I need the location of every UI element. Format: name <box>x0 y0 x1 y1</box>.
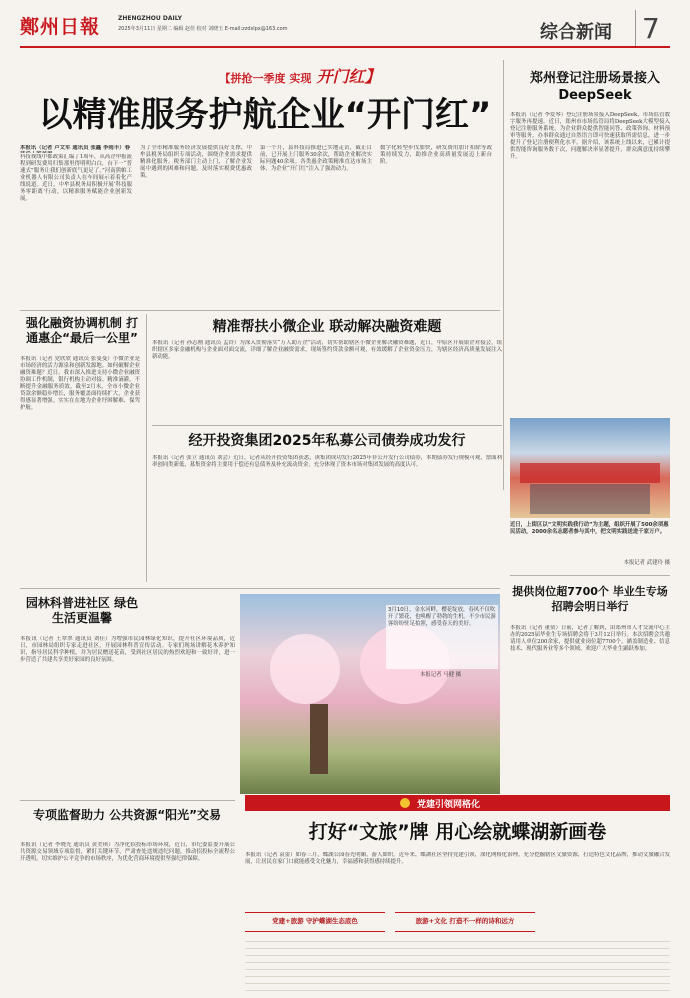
lead-byline: 本报讯（记者 卢文军 通讯员 张鑫 李雨丰）春 <box>20 145 130 151</box>
party-subhead-2: 旅游+文化 打造不一样的诗和远方 <box>415 917 515 925</box>
smb-text: 本报讯（记者 孙志刚 通讯员 孟铃）为深入贯彻落实“万人助万企”活动，切实帮助辖区小微企业解决融资难题，近日，中原区开展银企对接会，组织辖区多家金融机构与企业面对面交流，详细了解企业融资需求，现场签约贷款金额可观，有效缓解了企业资金压力，为辖区经济高质量发展注入新动能。 <box>152 340 502 360</box>
spring-photo-credit: 本报记者 马健 摄 <box>420 672 462 678</box>
kicker-left: 【拼抢一季度 实现 <box>219 72 312 85</box>
job-fair-headline: 提供岗位超7700个 毕业生专场招聘会明日举行 <box>512 585 668 613</box>
finance-headline: 强化融资协调机制 打通惠企“最后一公里” <box>25 316 139 345</box>
garden-text: 本报讯（记者 王翠翠 通讯员 刘佳）为增强市民园林绿化知识，提升社区环境品质，近日，市园林局组织专家走进社区，开展园林科普宣传活动。专家们现场讲解花木养护知识，指导居民科学种植，并为居民赠送花苗，受到社区居民的热烈欢迎和一致好评，进一步营造了共建共享美好家园的良好氛围。 <box>20 636 235 663</box>
party-banner: 党建引领网格化 <box>417 800 481 810</box>
paper-name-en: ZHENGZHOU DAILY <box>118 15 182 22</box>
party-subhead-1: 党建+旅游 守护蝶湖生态底色 <box>272 917 358 925</box>
lead-kicker <box>140 64 460 86</box>
right-photo-caption: 近日，上街区以“文明实践我行动”为主题，组织开展了500余项惠民活动，2000余名志愿者参与其中，把文明实践送进千家万户。 <box>510 522 669 535</box>
bond-headline: 经开投资集团2025年私募公司债券成功发行 <box>188 433 466 449</box>
supervision-text: 本报讯（记者 李晓光 通讯员 黄美琪）为净化招投标市场环境，近日，市纪委监委开展公共资源交易领域专项监督，紧盯关键环节，严肃查处违规违纪问题，推动招投标全流程公开透明，切实维护公平竞争的市场秩序，为优化营商环境提供坚强纪律保障。 <box>20 842 235 862</box>
lead-headline: 以精准服务护航企业“开门红” <box>38 95 492 135</box>
lead-col-1: 科技视线中都政策汇编了1周年，从高企申报流程到研发费用归集那里得明明白白，台下一“普速式”服务让我们创新底气更足了。”河南熊帕工业机器人有限公司负责人在车间展示着着化产线说道。近日，中牟县税务局积极开展‘科技服务零距离’行动，以精准服务赋能企业创新发展。 <box>20 154 132 202</box>
party-text: 本报讯（记者 袁蕾）如春三月，蝶湖公园春光明媚，游人如织。近年来，蝶湖社区坚持党建引领，深化网格化治理，充分挖掘辖区文旅资源，打造特色文化品牌，推动文旅融合发展，让居民在家门口就能感受文化魅力，幸福感和获得感持续提升。 <box>245 852 670 865</box>
bond-text: 本报讯（记者 张立 通讯员 刘会）近日，记者从经开投资集团获悉，该集团成功发行2025年非公开发行公司债券，本期债券发行规模可观，票面利率创同类新低，募集资金将主要用于偿还有息债务及补充流动资金，充分体现了资本市场对集团发展的高度认可。 <box>152 455 502 468</box>
culture-activity-photo <box>510 418 670 518</box>
supervision-headline: 专项监督助力 公共资源“阳光”交易 <box>33 808 221 822</box>
right-text: 本报讯（记者 李爱琴）登记注册场景接入DeepSeek，市场监管数字服务再提速。近日，郑州市市场监管局将DeepSeek大模型接入登记注册服务系统，为企业群众提供智能问答、政策咨询、材料预审等服务，办事群众通过自然语言即可快速获取所需信息，进一步提升了登记注册便利化水平。据介绍，该系统上线以来，已累计提供智能咨询服务数千次，问题解决率显著提升，群众满意度持续攀升。 <box>510 112 670 160</box>
newspaper-logo: 鄭州日報 <box>20 16 101 38</box>
right-headline: 郑州登记注册场景接入DeepSeek <box>529 71 660 103</box>
section-title: 综合新闻 <box>540 22 612 43</box>
date-line: 2025年3月11日 星期二 编辑 赵佳 校对 刘晓玉 E-mail:zzdslpx@163.com <box>118 26 288 32</box>
lead-col-4: 数字化转型步伐加快，研发费用加计扣除等政策持续发力，助推企业高质量发展迈上新台阶。 <box>380 145 492 165</box>
party-banner-bar <box>245 795 670 811</box>
kicker-right: 开门红】 <box>316 67 381 86</box>
party-subhead-1-box <box>245 912 385 932</box>
party-headline: 打好“文旅”牌 用心绘就蝶湖新画卷 <box>308 821 607 843</box>
spring-photo-caption: 3月10日，金水河畔，樱花绽放，春风不仅吹开了繁花，也唤醒了勃勃的生机。不少市民游客纷纷驻足拍照，感受春天的美好。 <box>386 605 498 669</box>
party-text-continued <box>245 936 670 991</box>
job-fair-text: 本报讯（记者 董倩）日前，记者了解到，由郑州市人才交流中心主办的2025届毕业生专场招聘会将于3月12日举行。本次招聘会共邀请用人单位200余家，提供就业岗位超7700个，涵盖制造业、信息技术、现代服务业等多个领域，欢迎广大毕业生踊跃参加。 <box>510 625 670 652</box>
finance-text: 本报讯（记者 党欣欣 通讯员 张曼曼）小微企业是市场经济的活力源泉和创新发源地。如何破解企业融资难题？近日，我市深入推进支持小微企业融资协调工作机制，银行机构主动对接、精准滴灌，不断提升金融服务质效。截至2月末，全市小微企业贷款余额稳步增长，服务覆盖面持续扩大，企业获得感显著增强。实实在在地为企业纾困解难、保驾护航。 <box>20 356 140 411</box>
lead-col-2: 为了全市精准服务经济发展提供良好支撑，中牟县税务局组织专项活动，围绕企业需求提供精准化服务。税务部门主动上门，了解企业发展中遇到的困难和问题，及时落实税费优惠政策。 <box>140 145 252 179</box>
right-photo-credit: 本报记者 武建玲 摄 <box>623 560 670 566</box>
lead-col-3: 第一个月，县科技局推进已实地走访，截止目前，已开展上门服务30余次，帮助企业解决实际问题40余项。各类惠企政策精准直达市场主体，为企业“开门红”注入了强劲动力。 <box>260 145 372 172</box>
party-emblem-icon <box>400 798 410 808</box>
page-number: 7 <box>642 12 660 45</box>
garden-headline: 园林科普进社区 绿色生活更温馨 <box>25 596 139 625</box>
smb-headline: 精准帮扶小微企业 联动解决融资难题 <box>212 319 442 335</box>
party-subhead-2-box <box>395 912 535 932</box>
